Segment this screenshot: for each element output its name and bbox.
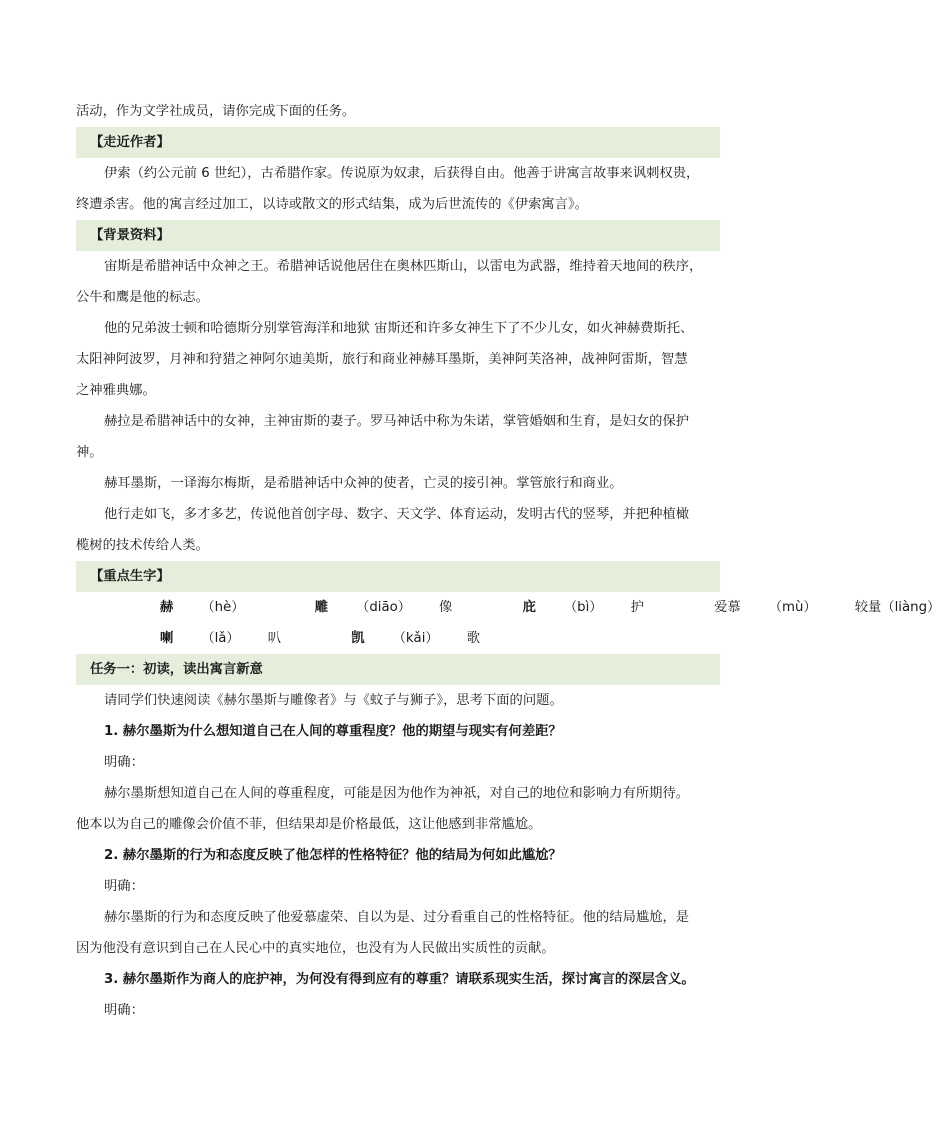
paragraph-line: 他行走如飞，多才多艺，传说他首创字母、数字、天文学、体育运动，发明古代的竖琴，并把种植橄 [104,507,690,522]
answer-label: 明确： [104,755,144,770]
paragraph-line: 太阳神阿波罗，月神和狩猎之神阿尔迪美斯，旅行和商业神赫耳墨斯，美神阿芙洛神，战神阿雷斯，智慧 [76,352,688,367]
paragraph-line: 伊索（约公元前 6 世纪），古希腊作家。传说原为奴隶，后获得自由。他善于讲寓言故事来讽刺权贵， [104,166,700,181]
answer-line: 赫尔墨斯的行为和态度反映了他爱慕虚荣、自以为是、过分看重自己的性格特征。他的结局尴尬，是 [104,910,690,925]
vocab-row-2 [76,623,720,654]
vocab-item: 赫 （hè） [160,600,245,615]
vocab-item: 喇 （lǎ） 叭 [160,631,282,646]
section-heading-background: 【背景资料】 [76,220,720,251]
paragraph-line: 赫拉是希腊神话中的女神，主神宙斯的妻子。罗马神话中称为朱诺，掌管婚姻和生育，是妇女的保护 [104,414,690,429]
section-heading-author: 【走近作者】 [76,127,720,158]
answer-label: 明确： [104,879,144,894]
paragraph-line: 之神雅典娜。 [76,383,156,398]
paragraph-line: 赫耳墨斯，一译海尔梅斯，是希腊神话中众神的使者，亡灵的接引神。掌管旅行和商业。 [104,476,623,491]
section-heading-vocab: 【重点生字】 [76,561,720,592]
paragraph-line: 他的兄弟波士顿和哈德斯分别掌管海洋和地狱 宙斯还和许多女神生下了不少儿女，如火神赫费斯托、 [104,321,694,336]
vocab-item: 雕 （diāo） 像 [314,600,453,615]
task-prompt: 请同学们快速阅读《赫尔墨斯与雕像者》与《蚊子与狮子》，思考下面的问题。 [104,693,563,708]
question-1: 1. 赫尔墨斯为什么想知道自己在人间的尊重程度？他的期望与现实有何差距？ [104,724,562,739]
document-body [76,96,940,1026]
answer-line: 赫尔墨斯想知道自己在人间的尊重程度，可能是因为他作为神祇，对自己的地位和影响力有所期待。 [104,786,690,801]
vocab-item: 爱慕 （mù） 较量（liàng） [714,600,940,615]
vocab-row-1 [76,592,940,623]
intro-text: 活动，作为文学社成员，请你完成下面的任务。 [76,104,356,119]
answer-label: 明确： [104,1003,144,1018]
question-2: 2. 赫尔墨斯的行为和态度反映了他怎样的性格特征？他的结局为何如此尴尬？ [104,848,562,863]
paragraph-line: 榄树的技术传给人类。 [76,538,209,553]
vocab-item: 凯 （kǎi） 歌 [351,631,480,646]
paragraph-line: 终遭杀害。他的寓言经过加工，以诗或散文的形式结集，成为后世流传的《伊索寓言》。 [76,197,588,212]
answer-line: 因为他没有意识到自己在人民心中的真实地位，也没有为人民做出实质性的贡献。 [76,941,555,956]
paragraph-line: 宙斯是希腊神话中众神之王。希腊神话说他居住在奥林匹斯山，以雷电为武器，维持着天地间的秩序， [104,259,703,274]
paragraph-line: 神。 [76,445,103,460]
question-3: 3. 赫尔墨斯作为商人的庇护神，为何没有得到应有的尊重？请联系现实生活，探讨寓言的深层含义。 [104,972,695,987]
answer-line: 他本以为自己的雕像会价值不菲，但结果却是价格最低，这让他感到非常尴尬。 [76,817,542,832]
paragraph-line: 公牛和鹰是他的标志。 [76,290,209,305]
vocab-item: 庇 （bì） 护 [522,600,644,615]
section-heading-task1: 任务一：初读，读出寓言新意 [76,654,720,685]
